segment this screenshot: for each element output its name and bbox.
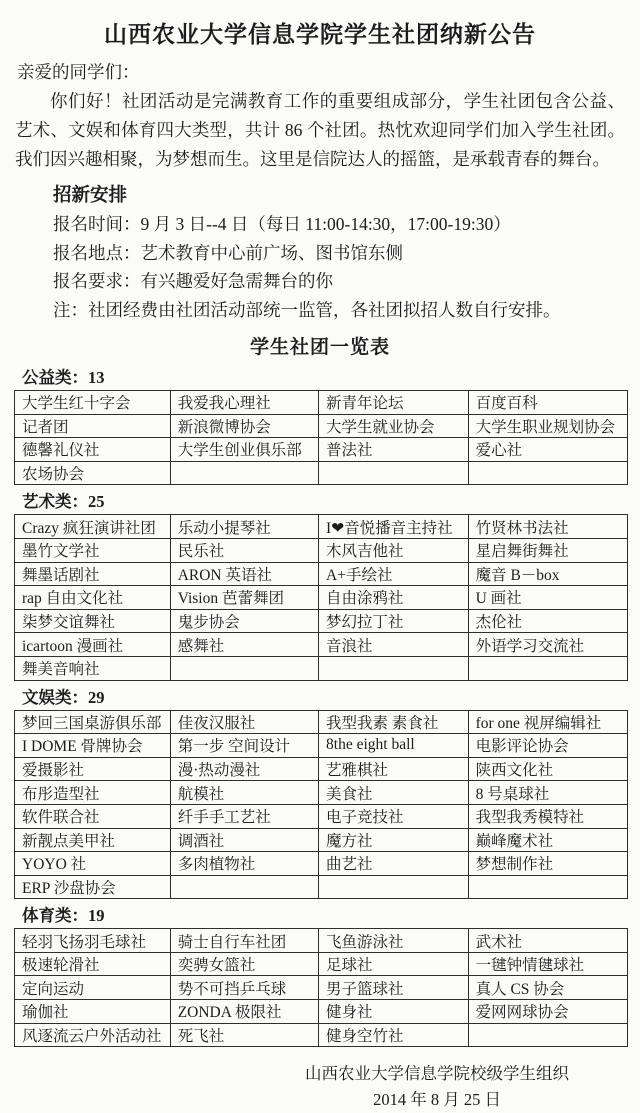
club-table-row	[15, 438, 628, 462]
club-cell: 柒梦交谊舞社	[15, 609, 171, 633]
club-cell: 8 号桌球社	[468, 781, 627, 805]
club-cell: Vision 芭蕾舞团	[170, 586, 318, 610]
club-table	[14, 710, 628, 900]
empty-cell	[468, 875, 627, 899]
club-cell: 外语学习交流社	[468, 633, 627, 657]
club-cell: 星启舞街舞社	[468, 538, 627, 562]
club-cell: 佳夜汉服社	[170, 710, 318, 734]
footer	[305, 1061, 569, 1113]
club-cell: 魔方社	[319, 828, 469, 852]
club-cell: 魔音 B－box	[468, 562, 627, 586]
club-table-title: 学生社团一览表	[249, 337, 390, 358]
category-label: 文娱类：29	[22, 687, 105, 707]
club-cell: 一毽钟情毽球社	[468, 952, 627, 976]
club-table	[14, 514, 628, 680]
club-cell: 调酒社	[170, 828, 318, 852]
club-cell: 新青年论坛	[319, 391, 469, 415]
club-cell: A+手绘社	[319, 562, 469, 586]
club-cell: YOYO 社	[15, 852, 171, 876]
empty-cell	[170, 656, 318, 680]
club-cell: 足球社	[319, 952, 469, 976]
category-label: 艺术类：25	[22, 492, 105, 512]
arrangement-lines	[13, 210, 627, 324]
club-cell: 电影评论协会	[468, 734, 627, 758]
club-cell: 巅峰魔术社	[468, 828, 627, 852]
club-table-row	[15, 609, 628, 633]
club-table	[14, 928, 628, 1047]
club-cell: 大学生红十字会	[15, 391, 171, 415]
club-cell: for one 视屏编辑社	[468, 710, 627, 734]
club-cell: 百度百科	[468, 391, 627, 415]
club-cell: 大学生创业俱乐部	[170, 438, 318, 462]
club-table-row	[15, 828, 628, 852]
club-cell: 男子篮球社	[319, 976, 469, 1000]
club-table-row	[15, 633, 628, 657]
club-table-row	[15, 586, 628, 610]
club-cell: 8the eight ball	[319, 734, 469, 758]
club-cell: 爱网网球协会	[468, 1000, 627, 1024]
empty-cell	[468, 461, 627, 485]
club-cell: 竹贤林书法社	[468, 515, 627, 539]
arrangement-line: 报名要求：有兴趣爱好急需舞台的你	[53, 271, 333, 291]
club-table-row	[15, 852, 628, 876]
club-cell: Crazy 疯狂演讲社团	[15, 515, 171, 539]
club-cell: 定向运动	[15, 976, 171, 1000]
club-cell: 纤手手工艺社	[170, 804, 318, 828]
club-cell: I DOME 骨牌协会	[15, 734, 171, 758]
club-cell: 农场协会	[15, 461, 171, 485]
empty-cell	[468, 1023, 627, 1047]
club-cell: 健身空竹社	[319, 1023, 469, 1047]
club-cell: rap 自由文化社	[15, 586, 171, 610]
club-cell: 健身社	[319, 1000, 469, 1024]
club-cell: ERP 沙盘协会	[15, 875, 171, 899]
club-table-row	[15, 781, 628, 805]
arrangement-line: 报名时间：9 月 3 日--4 日（每日 11:00-14:30，17:00-19:30）	[53, 214, 511, 234]
club-categories	[13, 364, 627, 1047]
recruit-heading: 招新安排	[53, 186, 128, 206]
club-table	[14, 390, 628, 485]
club-table-row	[15, 952, 628, 976]
club-table-row	[15, 929, 628, 953]
club-cell: 德馨礼仪社	[15, 438, 171, 462]
club-table-row	[15, 656, 628, 680]
club-cell: 武术社	[468, 929, 627, 953]
club-cell: 民乐社	[170, 538, 318, 562]
page-title: 山西农业大学信息学院学生社团纳新公告	[104, 22, 536, 47]
club-table-row	[15, 515, 628, 539]
greeting: 亲爱的同学们：	[17, 62, 140, 82]
club-cell: 我型我秀模特社	[468, 804, 627, 828]
club-cell: 电子竞技社	[319, 804, 469, 828]
club-table-row	[15, 391, 628, 415]
club-cell: 多肉植物社	[170, 852, 318, 876]
arrangement-line: 报名地点：艺术教育中心前广场、图书馆东侧	[53, 242, 403, 263]
club-cell: 鬼步协会	[170, 609, 318, 633]
club-cell: 自由涂鸦社	[319, 586, 469, 610]
footer-date: 2014 年 8 月 25 日	[373, 1090, 501, 1110]
club-cell: I❤音悦播音主持社	[319, 515, 469, 539]
empty-cell	[319, 875, 469, 899]
club-table-row	[15, 875, 628, 899]
club-cell: 轻羽飞扬羽毛球社	[15, 929, 171, 953]
club-cell: 爱摄影社	[15, 757, 171, 781]
club-cell: 梦幻拉丁社	[319, 609, 469, 633]
club-table-row	[15, 734, 628, 758]
club-cell: 飞鱼游泳社	[319, 929, 469, 953]
club-table-row	[15, 562, 628, 586]
club-cell: 曲艺社	[319, 852, 469, 876]
club-cell: U 画社	[468, 586, 627, 610]
club-cell: 陕西文化社	[468, 757, 627, 781]
club-cell: 杰伦社	[468, 609, 627, 633]
club-cell: 木风吉他社	[319, 538, 469, 562]
club-cell: 奕骋女篮社	[170, 952, 318, 976]
club-cell: ZONDA 极限社	[170, 1000, 318, 1024]
club-cell: 舞墨话剧社	[15, 562, 171, 586]
club-cell: 骑士自行车社团	[170, 929, 318, 953]
club-cell: 爱心社	[468, 438, 627, 462]
footer-org: 山西农业大学信息学院校级学生组织	[305, 1064, 569, 1084]
category-label: 公益类：13	[22, 368, 105, 387]
club-cell: 极速轮滑社	[15, 952, 171, 976]
club-cell: 我型我素 素食社	[319, 710, 469, 734]
club-cell: 新靓点美甲社	[15, 828, 171, 852]
club-cell: 第一步 空间设计	[170, 734, 318, 758]
empty-cell	[319, 461, 469, 485]
club-table-row	[15, 1000, 628, 1024]
empty-cell	[319, 656, 469, 680]
club-cell: 势不可挡乒乓球	[170, 976, 318, 1000]
club-cell: 墨竹文学社	[15, 538, 171, 562]
empty-cell	[468, 656, 627, 680]
arrangement-line: 注：社团经费由社团活动部统一监管，各社团拟招人数自行安排。	[53, 299, 561, 320]
club-table-row	[15, 538, 628, 562]
club-cell: 新浪微博协会	[170, 414, 318, 438]
club-cell: 软件联合社	[15, 804, 171, 828]
club-cell: 艺雅棋社	[319, 757, 469, 781]
club-cell: 漫·热动漫社	[170, 757, 318, 781]
club-cell: 感舞社	[170, 633, 318, 657]
club-cell: ARON 英语社	[170, 562, 318, 586]
club-cell: 美食社	[319, 781, 469, 805]
club-cell: 我爱我心理社	[170, 391, 318, 415]
club-table-row	[15, 710, 628, 734]
club-cell: 风逐流云户外活动社	[15, 1023, 171, 1047]
club-table-row	[15, 976, 628, 1000]
club-cell: 梦想制作社	[468, 852, 627, 876]
empty-cell	[170, 875, 318, 899]
club-table-row	[15, 461, 628, 485]
empty-cell	[170, 461, 318, 485]
club-cell: 航模社	[170, 781, 318, 805]
club-cell: 梦回三国桌游俱乐部	[15, 710, 171, 734]
club-table-row	[15, 757, 628, 781]
club-cell: 舞美音响社	[15, 656, 171, 680]
club-cell: 大学生就业协会	[319, 414, 469, 438]
club-cell: 乐动小提琴社	[170, 515, 318, 539]
club-table-row	[15, 804, 628, 828]
club-cell: 大学生职业规划协会	[468, 414, 627, 438]
club-cell: 音浪社	[319, 633, 469, 657]
club-table-row	[15, 1023, 628, 1047]
club-cell: icartoon 漫画社	[15, 633, 171, 657]
intro-paragraph: 你们好！社团活动是完满教育工作的重要组成部分，学生社团包含公益、艺术、文娱和体育四大类型，共计 86 个社团。热忱欢迎同学们加入学生社团。我们因兴趣相聚，为梦想而生。这里是信院达人的摇篮，是承载青春的舞台。	[15, 91, 625, 169]
club-cell: 记者团	[15, 414, 171, 438]
club-cell: 瑜伽社	[15, 1000, 171, 1024]
club-table-row	[15, 414, 628, 438]
club-cell: 真人 CS 协会	[468, 976, 627, 1000]
club-cell: 死飞社	[170, 1023, 318, 1047]
club-cell: 布彤造型社	[15, 781, 171, 805]
club-cell: 普法社	[319, 438, 469, 462]
category-label: 体育类：19	[22, 906, 105, 926]
